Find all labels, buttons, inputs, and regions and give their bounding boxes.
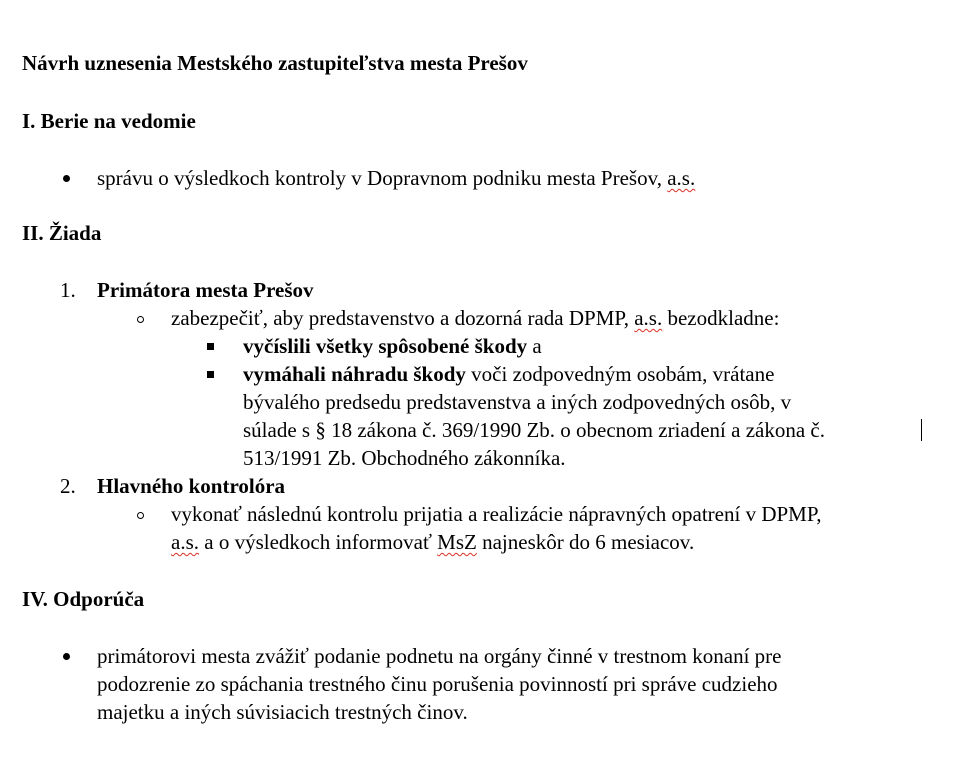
item1-subsub2-line1: vymáhali náhradu škody voči zodpovedným osobám, vrátane (243, 362, 775, 386)
section-heading-2: II. Žiada (22, 221, 102, 245)
document-title: Návrh uznesenia Mestského zastupiteľstva mesta Prešov (22, 51, 528, 75)
section-heading-4: IV. Odporúča (22, 587, 145, 611)
item1-subsub2-line2: bývalého predsedu predstavenstva a iných zodpovedných osôb, v (243, 390, 792, 414)
section1-bullet-text: správu o výsledkoch kontroly v Dopravnom podniku mesta Prešov, a.s. (97, 166, 696, 190)
item2-sub-line1: vykonať následnú kontrolu prijatia a realizácie nápravných opatrení v DPMP, (171, 502, 822, 526)
spellcheck-flag: a.s. (634, 306, 663, 330)
item2-sub-line2: a.s. a o výsledkoch informovať MsZ najneskôr do 6 mesiacov. (171, 530, 695, 554)
text-cursor (921, 419, 922, 441)
section4-bullet-line1: primátorovi mesta zvážiť podanie podnetu na orgány činné v trestnom konaní pre (97, 644, 782, 668)
item1-subsub2-line3: súlade s § 18 zákona č. 369/1990 Zb. o obecnom zriadení a zákona č. (243, 418, 825, 442)
section4-bullet-line3: majetku a iných súvisiacich trestných činov. (97, 700, 468, 724)
section4-bullet-line2: podozrenie zo spáchania trestného činu porušenia povinností pri správe cudzieho (97, 672, 778, 696)
bullet-disc-icon (63, 175, 70, 182)
item1-sub-text: zabezpečiť, aby predstavenstvo a dozorná rada DPMP, a.s. bezodkladne: (171, 306, 780, 330)
bullet-circle-icon (137, 512, 144, 519)
spellcheck-flag: MsZ (437, 530, 477, 554)
bullet-circle-icon (137, 316, 144, 323)
list-number-2: 2. (60, 474, 76, 498)
list-number-1: 1. (60, 278, 76, 302)
item1-subsub1-text: vyčíslili všetky spôsobené škody a (243, 334, 542, 358)
bullet-square-icon (207, 343, 214, 350)
item1-label: Primátora mesta Prešov (97, 278, 314, 302)
item2-label: Hlavného kontrolóra (97, 474, 286, 498)
spellcheck-flag: a.s. (667, 166, 696, 190)
section-heading-1: I. Berie na vedomie (22, 109, 196, 133)
spellcheck-flag: a.s. (171, 530, 199, 554)
bullet-disc-icon (63, 653, 70, 660)
bullet-square-icon (207, 371, 214, 378)
item1-subsub2-line4: 513/1991 Zb. Obchodného zákonníka. (243, 446, 566, 470)
